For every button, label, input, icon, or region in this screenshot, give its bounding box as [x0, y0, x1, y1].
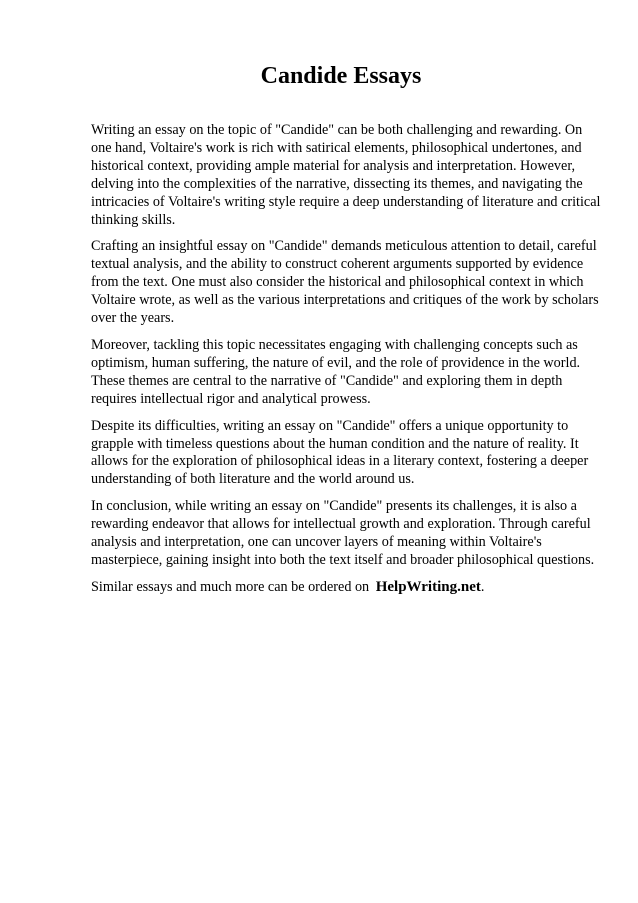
closing-period: . [480, 578, 485, 595]
document-title: Candide Essays [260, 63, 422, 89]
closing-line [91, 579, 603, 597]
paragraph-1: Writing an essay on the topic of "Candide" can be both challenging and rewarding. On one hand, Voltaire's work is rich with satirical elements, philosophical undertones, and historical context, providing ample material for analysis and interpretation. However, delving into the complexities of the narrative, dissecting its themes, and navigating the intricacies of Voltaire's writing style require a deep understanding of literature and critical thinking skills. [91, 122, 601, 228]
closing-text: Similar essays and much more can be ordered on [91, 578, 370, 595]
paragraph-4: Despite its difficulties, writing an essay on "Candide" offers a unique opportunity to grapple with timeless questions about the human condition and the nature of reality. It allows for the exploration of philosophical ideas in a literary context, fostering a deeper understanding of both literature and the world around us. [91, 417, 589, 488]
paragraph-3: Moreover, tackling this topic necessitates engaging with challenging concepts such as optimism, human suffering, the nature of evil, and the role of providence in the world. These themes are central to the narrative of "Candide" and exploring them in depth requires intellectual rigor and analytical prowess. [91, 336, 581, 407]
paragraph-2: Crafting an insightful essay on "Candide" demands meticulous attention to detail, careful textual analysis, and the ability to construct coherent arguments supported by evidence from the text. One must also consider the historical and philosophical context in which Voltaire wrote, as well as the various interpretations and critiques of the work by scholars over the years. [91, 238, 599, 327]
paragraph-5: In conclusion, while writing an essay on "Candide" presents its challenges, it is also a rewarding endeavor that allows for intellectual growth and exploration. Through careful analysis and interpretation, one can uncover layers of meaning within Voltaire's masterpiece, gaining insight into both the text itself and broader philosophical questions. [91, 498, 595, 568]
document-body [91, 122, 603, 606]
helpwriting-link[interactable]: HelpWriting.net [375, 578, 481, 595]
